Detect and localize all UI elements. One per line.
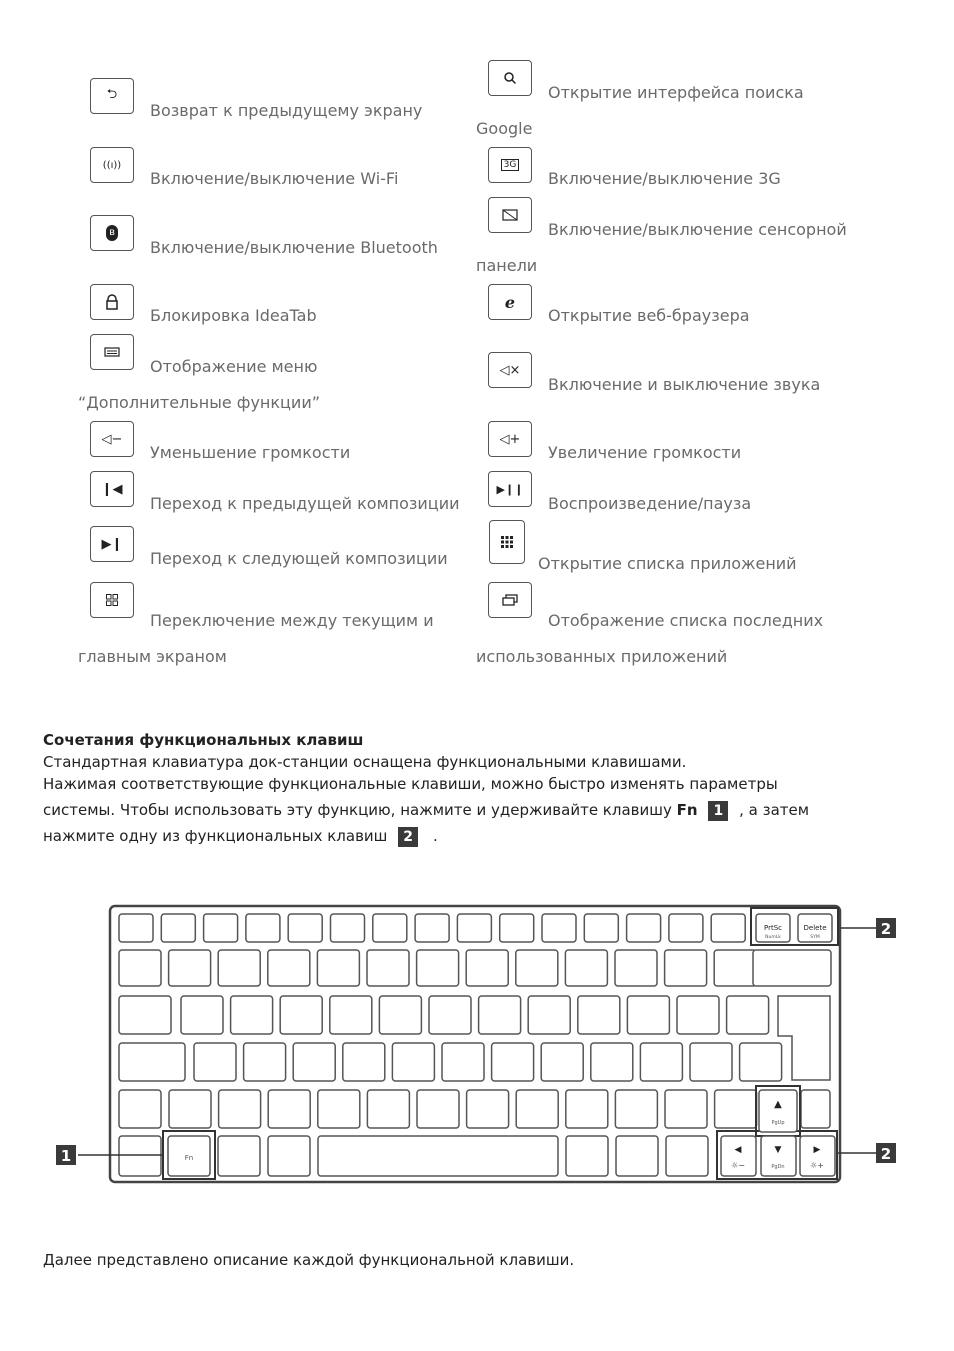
pgup-label: PgUp — [771, 1120, 785, 1126]
keyboard-key — [566, 1090, 608, 1128]
list-item: Открытие интерфейса поиска — [548, 83, 804, 102]
paragraph-text: . — [432, 827, 438, 845]
home-switch-icon — [90, 582, 134, 618]
keyboard-key — [181, 996, 223, 1034]
brightness-down-label: ☼− — [731, 1161, 745, 1170]
list-item-continuation: Google — [476, 119, 533, 138]
keyboard-key — [219, 1090, 261, 1128]
section-heading: Сочетания функциональных клавиш — [43, 731, 364, 749]
keyboard-key — [268, 1136, 310, 1176]
list-item: Блокировка IdeaTab — [150, 306, 317, 325]
keyboard-key — [753, 950, 831, 986]
paragraph-text: , а затем — [739, 801, 810, 819]
right-arrow-icon: ▶ — [813, 1145, 821, 1155]
keyboard-key — [714, 950, 756, 986]
list-item: Отображение списка последних — [548, 611, 824, 630]
keyboard-key — [318, 1136, 558, 1176]
callout-2-bottom-text: 2 — [880, 1145, 892, 1163]
keyboard-key — [367, 1090, 409, 1128]
keyboard-key — [119, 1136, 161, 1176]
keyboard-key — [231, 996, 273, 1034]
keyboard-key — [584, 914, 618, 942]
keyboard-key — [343, 1043, 385, 1081]
keyboard-key — [627, 914, 661, 942]
list-item: Открытие веб-браузера — [548, 306, 750, 325]
keyboard-key — [280, 996, 322, 1034]
left-arrow-icon: ◀ — [734, 1145, 742, 1155]
keyboard-key — [541, 1043, 583, 1081]
previous-track-icon: ❙◀ — [90, 471, 134, 507]
keyboard-key — [727, 996, 769, 1034]
keyboard-key — [373, 914, 407, 942]
keyboard-key — [627, 996, 669, 1034]
keyboard-key — [566, 1136, 608, 1176]
paragraph-line: Нажимая соответствующие функциональные клавиши, можно быстро изменять параметры — [43, 775, 778, 793]
keyboard-key — [479, 996, 521, 1034]
keyboard-key — [318, 1090, 360, 1128]
lock-icon — [90, 284, 134, 320]
list-item: Переход к предыдущей композиции — [150, 494, 460, 513]
list-item-continuation: использованных приложений — [476, 647, 728, 666]
keyboard-key — [615, 950, 657, 986]
touchpad-icon — [488, 197, 532, 233]
keyboard-key — [615, 1090, 657, 1128]
keyboard-key — [392, 1043, 434, 1081]
list-item: Включение/выключение 3G — [548, 169, 781, 188]
callout-1-text: 1 — [60, 1147, 72, 1165]
keyboard-key — [288, 914, 322, 942]
pgdn-key — [761, 1136, 796, 1176]
list-item: Возврат к предыдущему экрану — [150, 101, 423, 120]
keyboard-key — [317, 950, 359, 986]
keyboard-key — [169, 1090, 211, 1128]
3g-icon: 3G — [488, 147, 532, 183]
paragraph-line: Стандартная клавиатура док-станции оснащена функциональными клавишами. — [43, 753, 687, 771]
callout-badge-2: 2 — [398, 827, 418, 847]
keyboard-key — [665, 1090, 707, 1128]
paragraph-text: нажмите одну из функциональных клавиш — [43, 827, 388, 845]
volume-up-icon: ◁+ — [488, 421, 532, 457]
paragraph-text: системы. Чтобы использовать эту функцию, нажмите и удерживайте клавишу — [43, 801, 672, 819]
keyboard-key — [204, 914, 238, 942]
list-item: Отображение меню — [150, 357, 318, 376]
keyboard-key — [616, 1136, 658, 1176]
keyboard-key — [330, 996, 372, 1034]
keyboard-key — [740, 1043, 782, 1081]
keyboard-key — [268, 950, 310, 986]
keyboard-key — [516, 1090, 558, 1128]
keyboard-key — [417, 1090, 459, 1128]
list-item: Открытие списка приложений — [538, 554, 797, 573]
keyboard-key — [119, 1090, 161, 1128]
keyboard-key — [415, 914, 449, 942]
left-arrow-key — [721, 1136, 756, 1176]
keyboard-key — [640, 1043, 682, 1081]
keyboard-key — [119, 914, 153, 942]
sym-label: SYM — [810, 935, 820, 940]
keyboard-key — [268, 1090, 310, 1128]
keyboard-key — [246, 914, 280, 942]
keyboard-key — [666, 1136, 708, 1176]
list-item: Включение/выключение Wi-Fi — [150, 169, 399, 188]
prtsc-label: PrtSc — [763, 924, 783, 932]
list-item-continuation: “Дополнительные функции” — [78, 393, 321, 412]
wifi-icon: ((ı)) — [90, 147, 134, 183]
keyboard-key — [466, 950, 508, 986]
callout-badge-1: 1 — [708, 801, 728, 821]
keyboard-key — [690, 1043, 732, 1081]
keyboard-key — [161, 914, 195, 942]
list-item: Переход к следующей композиции — [150, 549, 448, 568]
list-item: Включение и выключение звука — [548, 375, 821, 394]
down-arrow-icon: ▼ — [774, 1145, 782, 1155]
keyboard-diagram — [50, 900, 910, 1190]
keyboard-key — [194, 1043, 236, 1081]
keyboard-key — [711, 914, 745, 942]
list-item: Уменьшение громкости — [150, 443, 351, 462]
keyboard-key — [119, 1043, 185, 1081]
paragraph-line — [43, 801, 809, 821]
list-item-continuation: главным экраном — [78, 647, 227, 666]
search-icon — [488, 60, 532, 96]
app-list-icon — [489, 520, 525, 564]
list-item: Переключение между текущим и — [150, 611, 434, 630]
brightness-up-label: ☼+ — [810, 1161, 824, 1170]
fn-key-name: Fn — [676, 801, 698, 819]
browser-icon: e — [488, 284, 532, 320]
keyboard-key — [516, 950, 558, 986]
paragraph-line — [43, 827, 438, 847]
keyboard-key — [669, 914, 703, 942]
up-arrow-icon: ▲ — [774, 1099, 782, 1110]
keyboard-key — [565, 950, 607, 986]
keyboard-key — [367, 950, 409, 986]
keyboard-key — [457, 914, 491, 942]
list-item: Воспроизведение/пауза — [548, 494, 752, 513]
keyboard-key — [542, 914, 576, 942]
keyboard-key — [500, 914, 534, 942]
keyboard-key — [591, 1043, 633, 1081]
volume-down-icon: ◁− — [90, 421, 134, 457]
back-arrow-icon: ⮌ — [90, 78, 134, 114]
keyboard-key — [578, 996, 620, 1034]
keyboard-key — [677, 996, 719, 1034]
numlk-label: NumLk — [765, 935, 781, 940]
fn-key-label: Fn — [184, 1154, 194, 1162]
recent-apps-icon — [488, 582, 532, 618]
keyboard-key — [528, 996, 570, 1034]
keyboard-key — [715, 1090, 757, 1128]
menu-icon — [90, 334, 134, 370]
list-item: Увеличение громкости — [548, 443, 742, 462]
keyboard-key — [218, 1136, 260, 1176]
keyboard-key — [492, 1043, 534, 1081]
keyboard-key — [119, 996, 171, 1034]
keyboard-key — [218, 950, 260, 986]
keyboard-key — [467, 1090, 509, 1128]
right-arrow-key — [800, 1136, 835, 1176]
keyboard-key — [801, 1090, 830, 1128]
list-item: Включение/выключение сенсорной — [548, 220, 847, 239]
bluetooth-icon: ʙ — [90, 215, 134, 251]
play-pause-icon: ▶❙❙ — [488, 471, 532, 507]
callout-2-top-text: 2 — [880, 920, 892, 938]
footer-text: Далее представлено описание каждой функциональной клавиши. — [43, 1251, 575, 1269]
pgdn-label: PgDn — [771, 1164, 785, 1170]
list-item: Включение/выключение Bluetooth — [150, 238, 438, 257]
delete-label: Delete — [803, 924, 827, 932]
next-track-icon: ▶❙ — [90, 526, 134, 562]
keyboard-key — [331, 914, 365, 942]
keyboard-key — [379, 996, 421, 1034]
keyboard-key — [169, 950, 211, 986]
mute-icon: ◁× — [488, 352, 532, 388]
keyboard-key — [665, 950, 707, 986]
keyboard-key — [293, 1043, 335, 1081]
list-item-continuation: панели — [476, 256, 538, 275]
keyboard-key — [244, 1043, 286, 1081]
keyboard-key — [119, 950, 161, 986]
keyboard-key — [429, 996, 471, 1034]
keyboard-key — [417, 950, 459, 986]
keyboard-key — [442, 1043, 484, 1081]
